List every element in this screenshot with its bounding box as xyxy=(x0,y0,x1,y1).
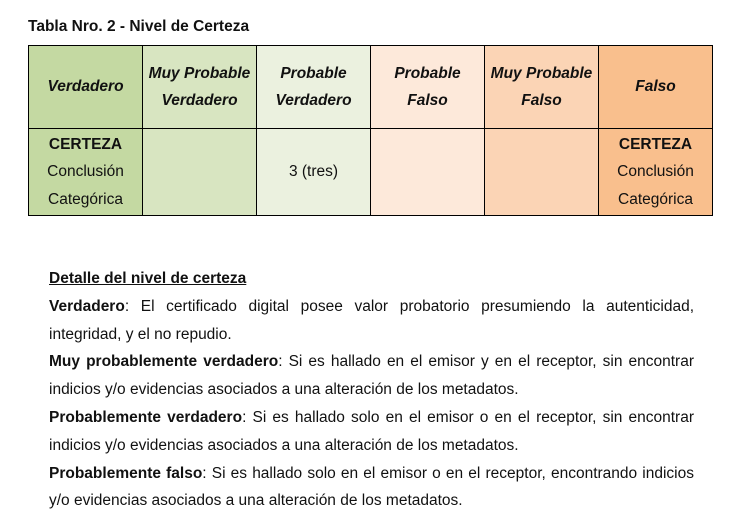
table-header-row xyxy=(29,46,713,129)
header-line: Muy Probable xyxy=(490,64,593,82)
cell-line: Conclusión xyxy=(47,163,124,181)
cell-muy-probable-falso xyxy=(485,129,599,216)
cell-probable-verdadero xyxy=(257,129,371,216)
detail-text: : Si es hallado solo en el emisor o en el receptor, encontrando indicios y/o evidencias asociados a una alteración de los metadatos. xyxy=(49,464,694,510)
header-cell-muy-probable-verdadero xyxy=(143,46,257,129)
header-cell-verdadero xyxy=(29,46,143,129)
detail-term: Probablemente falso xyxy=(49,464,203,482)
header-line: Falso xyxy=(635,78,676,96)
header-cell-probable-falso xyxy=(371,46,485,129)
header-line: Probable xyxy=(280,64,347,82)
certainty-table xyxy=(28,45,713,216)
table-row xyxy=(29,129,713,216)
detail-section xyxy=(49,265,694,515)
header-cell-probable-verdadero xyxy=(257,46,371,129)
cell-line-certeza: CERTEZA xyxy=(618,135,693,153)
cell-line-certeza: CERTEZA xyxy=(48,135,123,153)
header-line: Verdadero xyxy=(275,92,352,109)
header-cell-falso xyxy=(599,46,713,129)
cell-muy-probable-verdadero xyxy=(143,129,257,216)
detail-term: Muy probablemente verdadero xyxy=(49,353,279,371)
table-caption: Tabla Nro. 2 - Nivel de Certeza xyxy=(28,18,250,35)
detail-item-verdadero xyxy=(49,293,694,349)
detail-text: : El certificado digital posee valor probatorio presumiendo la autenticidad, integridad, y el no repudio. xyxy=(49,297,694,343)
detail-item-probablemente-falso xyxy=(49,460,694,516)
cell-line-value: 3 (tres) xyxy=(288,163,339,181)
header-line: Probable xyxy=(394,64,461,82)
cell-line: Conclusión xyxy=(617,163,694,181)
detail-title: Detalle del nivel de certeza xyxy=(49,270,247,287)
detail-text: : Si es hallado solo en el emisor o en el receptor, sin encontrar indicios y/o evidencias asociados a una alteración de los metadatos. xyxy=(49,408,694,454)
detail-term: Probablemente verdadero xyxy=(49,408,243,426)
header-line: Muy Probable xyxy=(148,64,251,82)
cell-probable-falso xyxy=(371,129,485,216)
cell-verdadero xyxy=(29,129,143,216)
detail-term: Verdadero xyxy=(49,297,125,315)
header-line: Verdadero xyxy=(47,78,124,96)
cell-line: Categórica xyxy=(618,190,693,208)
detail-item-muy-probablemente-verdadero xyxy=(49,348,694,404)
cell-line: Categórica xyxy=(48,190,123,208)
header-cell-muy-probable-falso xyxy=(485,46,599,129)
detail-text: : Si es hallado en el emisor y en el receptor, sin encontrar indicios y/o evidencias asociados a una alteración de los metadatos. xyxy=(49,353,694,399)
header-line: Falso xyxy=(521,92,562,109)
header-line: Verdadero xyxy=(161,92,238,109)
header-line: Falso xyxy=(407,92,448,109)
detail-item-probablemente-verdadero xyxy=(49,404,694,460)
cell-falso xyxy=(599,129,713,216)
